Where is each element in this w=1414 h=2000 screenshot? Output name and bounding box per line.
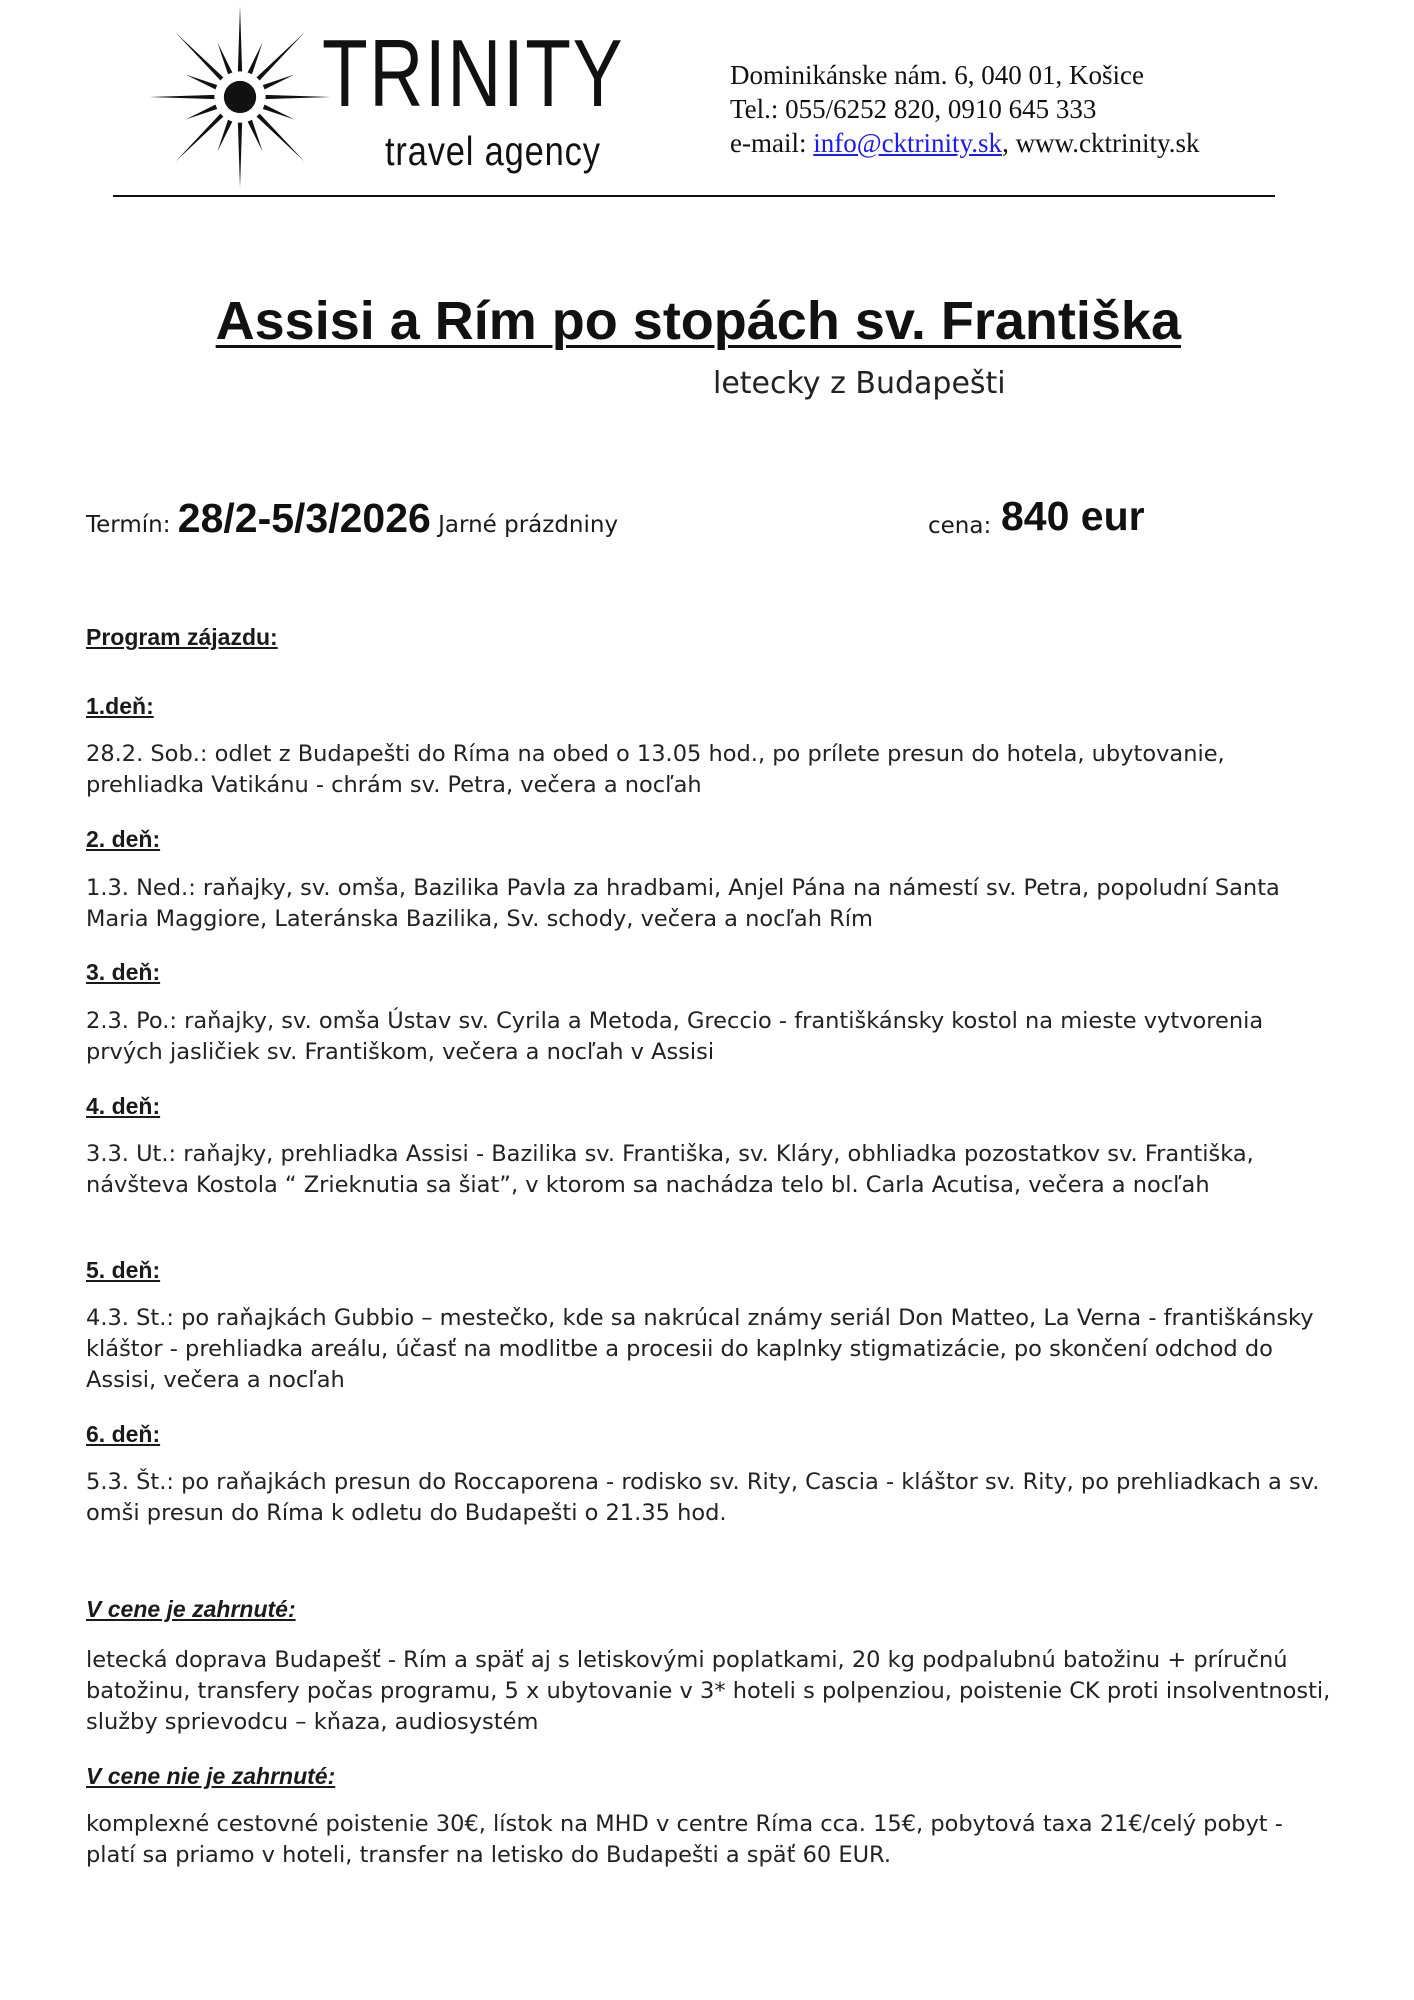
- price-label: cena:: [928, 513, 992, 539]
- contact-phone: Tel.: 055/6252 820, 0910 645 333: [730, 94, 1097, 124]
- day-2-text: 1.3. Ned.: raňajky, sv. omša, Bazilika Pavla za hradbami, Anjel Pána na námestí sv. Petra, popoludní Santa Maria Maggiore, Lateránska Bazilika, Sv. schody, večera a nocľah Rím: [86, 875, 1280, 932]
- day-5-title: 5. deň:: [86, 1257, 161, 1283]
- program-heading: Program zájazdu:: [86, 624, 278, 650]
- term-row: [86, 495, 618, 542]
- day-3-title: 3. deň:: [86, 959, 161, 985]
- page-title-text: Assisi a Rím po stopách sv. Františka: [215, 291, 1181, 351]
- contact-email-line: [730, 128, 1200, 159]
- day-3-text: 2.3. Po.: raňajky, sv. omša Ústav sv. Cyrila a Metoda, Greccio - františkánsky kostol na mieste vytvorenia prvých jasličiek sv. Františkom, večera a nocľah v Assisi: [86, 1008, 1264, 1065]
- page-subtitle: letecky z Budapešti: [713, 366, 1006, 401]
- day-1-title: 1.deň:: [86, 693, 154, 719]
- logo-ray: [253, 33, 304, 84]
- day-4-text: 3.3. Ut.: raňajky, prehliadka Assisi - Bazilika sv. Františka, sv. Kláry, obhliadka pozostatkov sv. Františka, návšteva Kostola “ Zrieknutia sa šiat”, v ktorom sa nachádza telo bl. Carla Acutisa, večera a nocľah: [86, 1141, 1254, 1198]
- included-heading: V cene je zahrnuté:: [86, 1596, 296, 1622]
- term-dates: 28/2-5/3/2026: [177, 495, 431, 541]
- day-2-title: 2. deň:: [86, 826, 161, 852]
- logo-ray: [149, 95, 219, 100]
- logo-ray: [253, 110, 304, 161]
- brand-tagline: travel agency: [385, 128, 601, 174]
- included-text: letecká doprava Budapešť - Rím a späť aj s letiskovými poplatkami, 20 kg podpalubnú batožinu + príručnú batožinu, transfery počas programu, 5 x ubytovanie v 3* hoteli s polpenziou, poistenie CK proti insolventnosti, služby sprievodcu – kňaza, audiosystém: [86, 1647, 1331, 1735]
- day-6-text: 5.3. Št.: po raňajkách presun do Roccaporena - rodisko sv. Rity, Cascia - kláštor sv. Rity, po prehliadkach a sv. omši presun do Ríma k odletu do Budapešti o 21.35 hod.: [86, 1469, 1320, 1526]
- day-5-text: 4.3. St.: po raňajkách Gubbio – mestečko, kde sa nakrúcal známy seriál Don Matteo, La Verna - františkánsky kláštor - prehliadka areálu, účasť na modlitbe a procesii do kaplnky stigmatizácie, po skončení odchod do Assisi, večera a nocľah: [86, 1305, 1314, 1393]
- not-included-heading: V cene nie je zahrnuté:: [86, 1763, 336, 1789]
- logo-ray: [176, 110, 227, 161]
- day-4-title: 4. deň:: [86, 1093, 161, 1119]
- term-note: Jarné prázdniny: [430, 512, 619, 538]
- day-1-text: 28.2. Sob.: odlet z Budapešti do Ríma na obed o 13.05 hod., po prílete presun do hotela, ubytovanie, prehliadka Vatikánu - chrám sv. Petra, večera a nocľah: [86, 741, 1225, 798]
- email-separator: ,: [1002, 128, 1016, 158]
- sun-star-logo-icon: [145, 2, 335, 192]
- not-included-text: komplexné cestovné poistenie 30€, lístok na MHD v centre Ríma cca. 15€, pobytová taxa 21€/celý pobyt - platí sa priamo v hoteli, transfer na letisko do Budapešti a späť 60 EUR.: [86, 1811, 1283, 1868]
- logo-ray: [176, 33, 227, 84]
- email-link[interactable]: info@cktrinity.sk: [813, 128, 1003, 158]
- price-value: 840 eur: [1001, 493, 1145, 539]
- header-divider: [113, 195, 1275, 197]
- logo-ray: [238, 118, 243, 188]
- term-label: Termín:: [86, 512, 178, 538]
- day-6-title: 6. deň:: [86, 1421, 161, 1447]
- brand-name: TRINITY: [322, 20, 625, 127]
- page-title: [0, 290, 1181, 352]
- contact-address: Dominikánske nám. 6, 040 01, Košice: [730, 60, 1144, 90]
- email-prefix: e-mail:: [730, 128, 814, 158]
- website-link[interactable]: www.cktrinity.sk: [1015, 128, 1200, 158]
- logo-ray: [238, 6, 243, 76]
- logo-ray: [261, 95, 331, 100]
